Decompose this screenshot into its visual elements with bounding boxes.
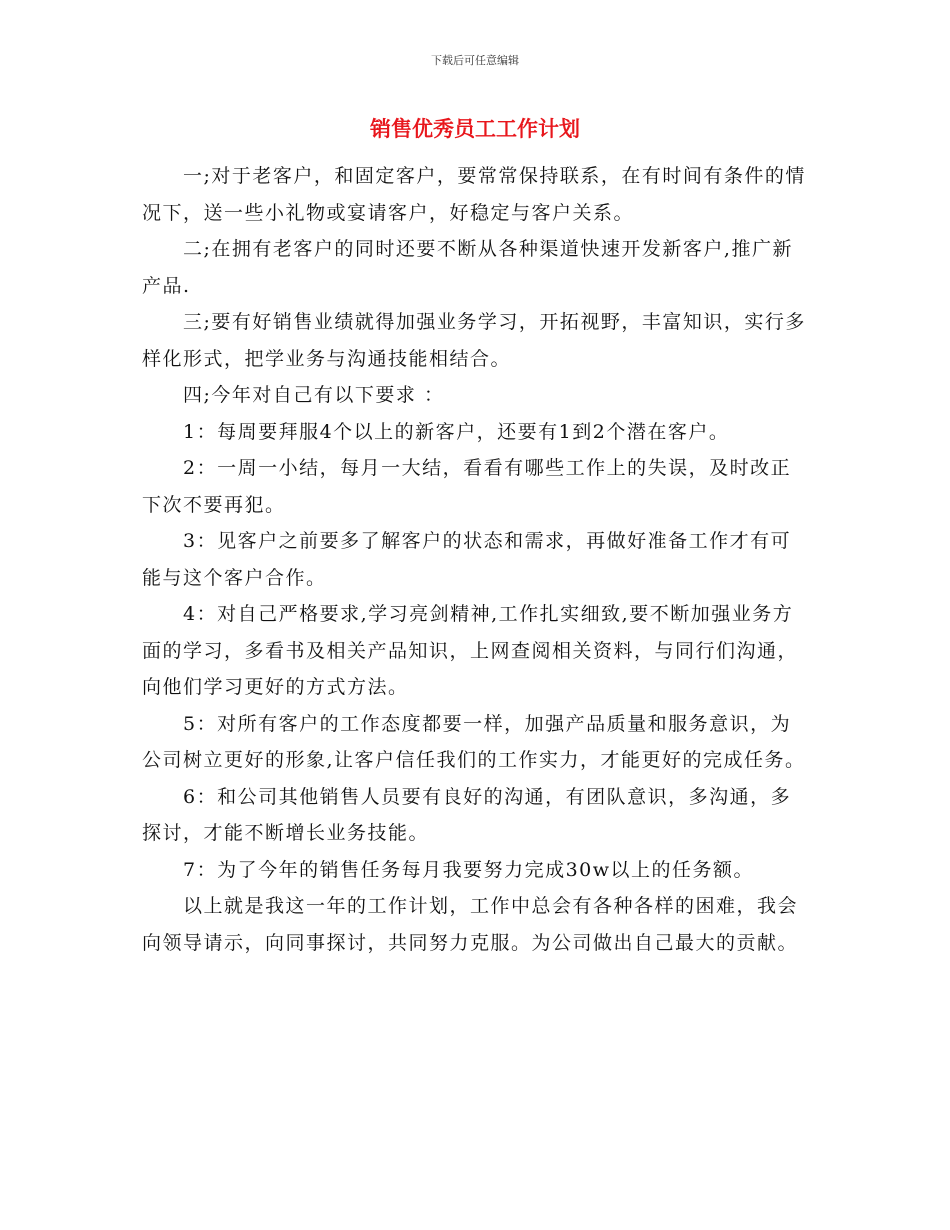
paragraph-6: 2：一周一小结，每月一大结，看看有哪些工作上的失误，及时改正下次不要再犯。	[142, 457, 792, 516]
paragraph-5: 1：每周要拜服4个以上的新客户，还要有1到2个潜在客户。	[183, 420, 730, 443]
paragraph-12: 以上就是我这一年的工作计划，工作中总会有各种各样的困难，我会向领导请示，向同事探讨，共同努力克服。为公司做出自己最大的贡献。	[142, 895, 799, 954]
document-body	[142, 158, 810, 961]
paragraph-7: 3：见客户之前要多了解客户的状态和需求，再做好准备工作才有可能与这个客户合作。	[142, 530, 792, 589]
header-note: 下载后可任意编辑	[431, 54, 519, 67]
paragraph-10: 6：和公司其他销售人员要有良好的沟通，有团队意识，多沟通，多探讨，才能不断增长业务技能。	[142, 785, 792, 844]
paragraph-4: 四;今年对自己有以下要求 ：	[183, 384, 445, 406]
paragraph-1: 一;对于老客户，和固定客户，要常常保持联系，在有时间有条件的情况下，送一些小礼物或宴请客户，好稳定与客户关系。	[142, 165, 806, 224]
paragraph-11: 7：为了今年的销售任务每月我要努力完成30w以上的任务额。	[183, 858, 755, 881]
paragraph-2: 二;在拥有老客户的同时还要不断从各种渠道快速开发新客户,推广新产品.	[142, 238, 793, 297]
paragraph-3: 三;要有好销售业绩就得加强业务学习，开拓视野，丰富知识，实行多样化形式，把学业务与沟通技能相结合。	[142, 311, 806, 370]
paragraph-8: 4：对自己严格要求,学习亮剑精神,工作扎实细致,要不断加强业务方面的学习，多看书及相关产品知识，上网查阅相关资料，与同行们沟通，向他们学习更好的方式方法。	[142, 603, 799, 698]
paragraph-9: 5：对所有客户的工作态度都要一样，加强产品质量和服务意识，为公司树立更好的形象,让客户信任我们的工作实力，才能更好的完成任务。	[142, 712, 806, 771]
document-title: 销售优秀员工工作计划	[370, 117, 580, 141]
